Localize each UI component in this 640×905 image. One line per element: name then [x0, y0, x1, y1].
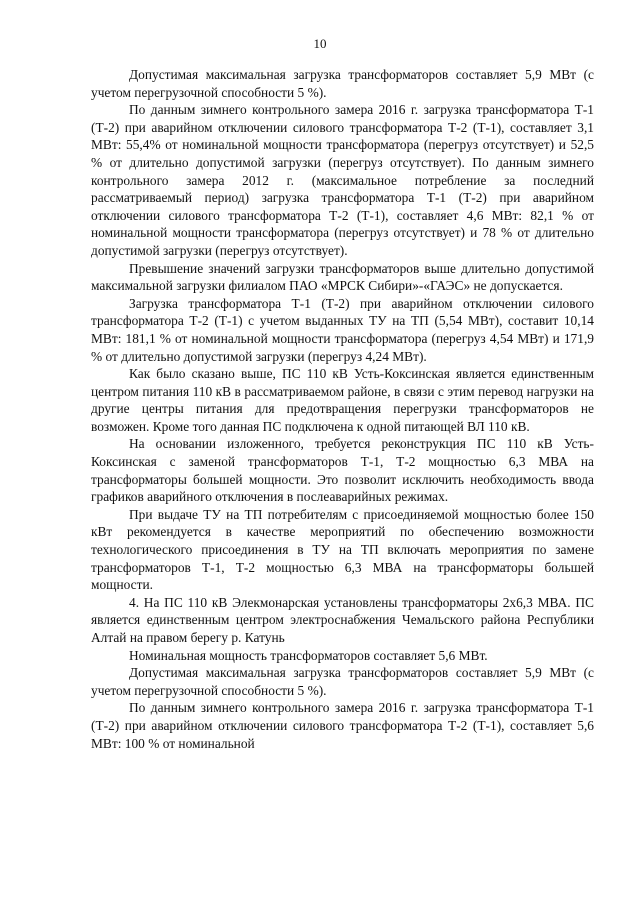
paragraph-load-with-tu: Загрузка трансформатора Т-1 (Т-2) при аварийном отключении силового трансформатора Т-2 (Т-1) с учетом выданных ТУ на ТП (5,54 МВт), составит 10,14 МВт: 181,1 % от номинальной мощности трансформатора (перегруз 4,54 МВт) и 171,9 % от длительно допустимой загрузки (перегруз 4,24 МВт).	[91, 295, 594, 364]
paragraph-winter-measurement: По данным зимнего контрольного замера 2016 г. загрузка трансформатора Т-1 (Т-2) при аварийном отключении силового трансформатора Т-2 (Т-1), составляет 3,1 МВт: 55,4% от номинальной мощности трансформатора (перегруз отсутствует) и 52,5 % от длительно допустимой загрузки (перегруз отсутствует). По данным зимнего контрольного замера 2012 г. (максимальное потребление за последний рассматриваемый период) загрузка трансформатора Т-1 (Т-2) при аварийном отключении силового трансформатора Т-2 (Т-1), составляет 4,6 МВт: 82,1 % от номинальной мощности трансформатора (перегруз отсутствует) и 78 % от длительно допустимой загрузки (перегруз отсутствует).	[91, 102, 594, 258]
paragraph-reconstruction: На основании изложенного, требуется реконструкция ПС 110 кВ Усть-Коксинская с заменой трансформаторов Т-1, Т-2 мощностью 6,3 МВА на трансформаторы большей мощности. Это позволит исключить необходимость ввода графиков аварийного отключения в послеаварийных режимах.	[91, 436, 594, 505]
paragraph-tu-recommendation: При выдаче ТУ на ТП потребителям с присоединяемой мощностью более 150 кВт рекомендуется в качестве мероприятий по обеспечению возможности технологического присоединения в ТУ на ТП включать мероприятия по замене трансформаторов Т-1, Т-2 мощностью 6,3 МВА на трансформаторы большей мощности.	[91, 506, 594, 593]
paragraph-winter-measurement-2: По данным зимнего контрольного замера 2016 г. загрузка трансформатора Т-1 (Т-2) при аварийном отключении силового трансформатора Т-2 (Т-1), составляет 5,6 МВт: 100 % от номинальной	[91, 700, 594, 751]
page-number: 10	[313, 36, 327, 51]
document-body	[91, 66, 594, 752]
paragraph-permissible-load: Допустимая максимальная загрузка трансформаторов составляет 5,9 МВт (с учетом перегрузочной способности 5 %).	[91, 67, 594, 100]
paragraph-permissible-load-2: Допустимая максимальная загрузка трансформаторов составляет 5,9 МВт (с учетом перегрузочной способности 5 %).	[91, 665, 594, 698]
paragraph-nominal-power: Номинальная мощность трансформаторов составляет 5,6 МВт.	[129, 647, 488, 663]
paragraph-elekmonarskaya: 4. На ПС 110 кВ Элекмонарская установлены трансформаторы 2х6,3 МВА. ПС является единственным центром электроснабжения Чемальского района Республики Алтай на правом берегу р. Катунь	[91, 594, 594, 645]
paragraph-exceeding-load: Превышение значений загрузки трансформаторов выше длительно допустимой максимальной загрузки филиалом ПАО «МРСК Сибири»-«ГАЭС» не допускается.	[91, 260, 594, 294]
paragraph-single-supply-center: Как было сказано выше, ПС 110 кВ Усть-Коксинская является единственным центром питания 110 кВ в рассматриваемом районе, в связи с этим перевод нагрузки на другие центры питания для предотвращения перегрузки трансформаторов не возможен. Кроме того данная ПС подключена к одной питающей ВЛ 110 кВ.	[91, 366, 594, 434]
